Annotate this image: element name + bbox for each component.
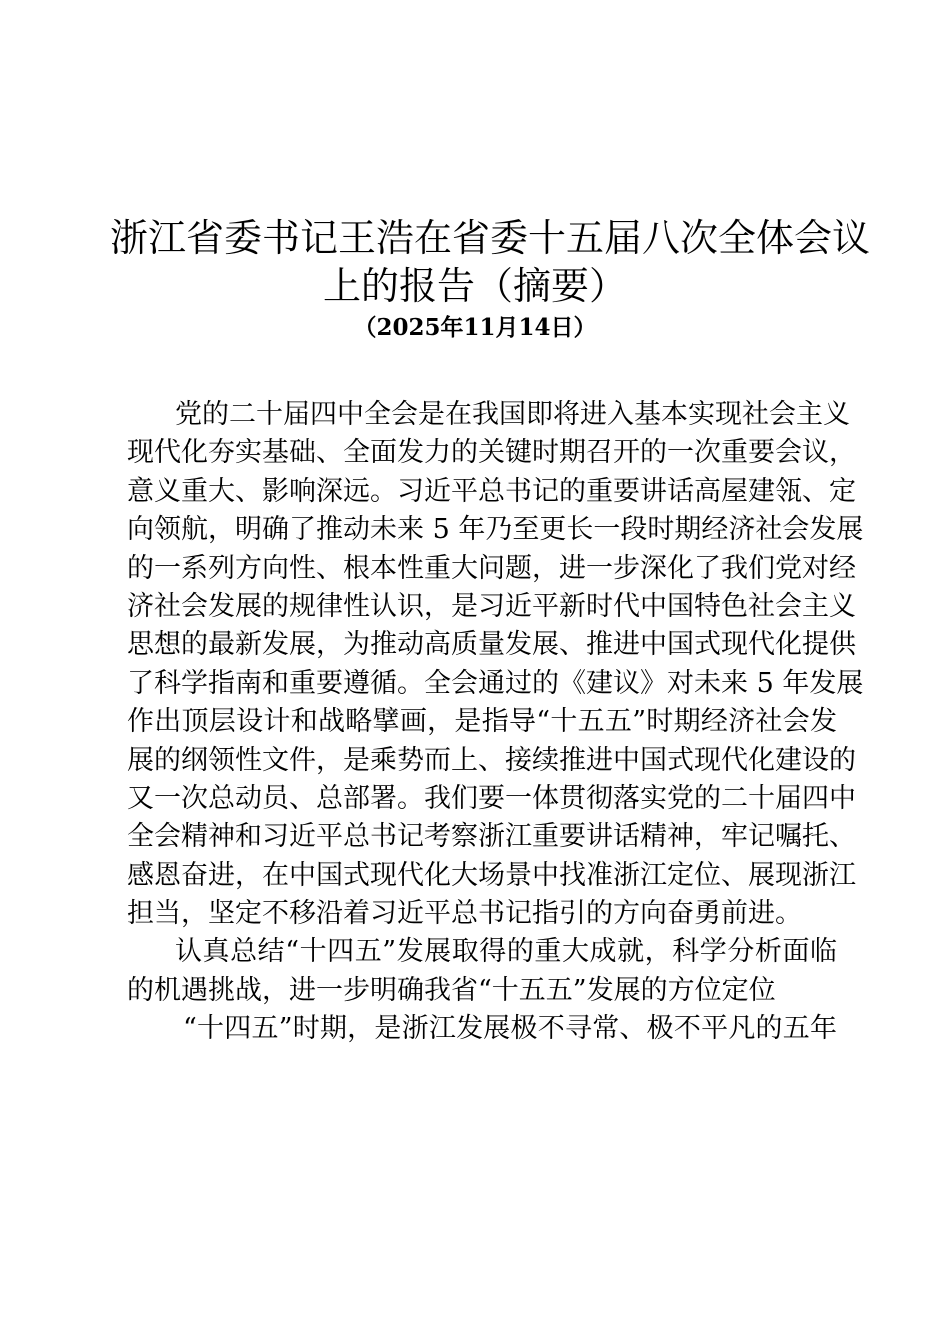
paragraph-1-line: 济社会发展的规律性认识，是习近平新时代中国特色社会主义: [127, 590, 856, 622]
paragraph-1-line: 了科学指南和重要遵循。全会通过的《建议》对未来 5 年发展: [127, 667, 864, 699]
section-heading-line: 认真总结“十四五”发展取得的重大成就，科学分析面临: [175, 936, 837, 968]
paragraph-1-line: 全会精神和习近平总书记考察浙江重要讲话精神，牢记嘱托、: [127, 821, 856, 853]
paragraph-1-line: 意义重大、影响深远。习近平总书记的重要讲话高屋建瓴、定: [127, 475, 856, 507]
paragraph-1-line: 的一系列方向性、根本性重大问题，进一步深化了我们党对经: [127, 552, 856, 584]
paragraph-1-line: 向领航，明确了推动未来 5 年乃至更长一段时期经济社会发展: [127, 514, 864, 546]
paragraph-1-line: 思想的最新发展，为推动高质量发展、推进中国式现代化提供: [127, 629, 856, 661]
document-date: （2025年11月14日）: [353, 314, 597, 341]
paragraph-1-line: 感恩奋进，在中国式现代化大场景中找准浙江定位、展现浙江: [127, 859, 856, 891]
paragraph-1-line: 担当，坚定不移沿着习近平总书记指引的方向奋勇前进。: [127, 898, 802, 930]
paragraph-3-line: “十四五”时期，是浙江发展极不寻常、极不平凡的五年: [183, 1013, 837, 1045]
paragraph-1-line: 现代化夯实基础、全面发力的关键时期召开的一次重要会议，: [127, 437, 856, 469]
title-line-2: 上的报告（摘要）: [322, 264, 627, 308]
section-heading-line: 的机遇挑战，进一步明确我省“十五五”发展的方位定位: [127, 974, 776, 1006]
paragraph-1-line: 作出顶层设计和战略擘画，是指导“十五五”时期经济社会发: [127, 706, 837, 738]
title-line-1: 浙江省委书记王浩在省委十五届八次全体会议: [110, 216, 871, 260]
paragraph-1-line: 又一次总动员、总部署。我们要一体贯彻落实党的二十届四中: [127, 782, 856, 814]
paragraph-1-line: 党的二十届四中全会是在我国即将进入基本实现社会主义: [175, 399, 850, 430]
paragraph-1-line: 展的纲领性文件，是乘势而上、接续推进中国式现代化建设的: [127, 744, 856, 776]
document-body: [127, 396, 864, 1049]
document-title: [110, 214, 871, 310]
